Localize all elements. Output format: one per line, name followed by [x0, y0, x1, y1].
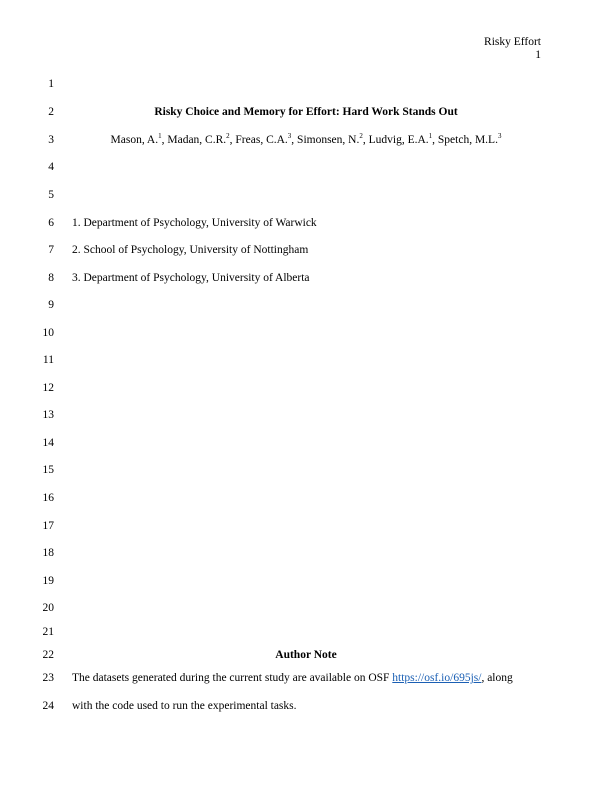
- manuscript-line: [0, 625, 612, 639]
- manuscript-line: [0, 436, 612, 450]
- author-separator: ,: [229, 134, 236, 146]
- manuscript-line: [0, 463, 612, 477]
- manuscript-line: [0, 671, 612, 685]
- line-number: 13: [42, 409, 54, 421]
- line-number: 2: [48, 106, 54, 118]
- line-number: 14: [42, 437, 54, 449]
- manuscript-line: [0, 326, 612, 340]
- manuscript-line: [0, 77, 612, 91]
- affiliation-marker: 1: [158, 132, 162, 141]
- line-number: 21: [42, 626, 54, 638]
- affiliation: 3. Department of Psychology, University of Alberta: [72, 272, 310, 284]
- line-number: 12: [42, 382, 54, 394]
- manuscript-line: [0, 216, 612, 230]
- line-number: 19: [42, 575, 54, 587]
- line-number: 6: [48, 217, 54, 229]
- manuscript-line: [0, 188, 612, 202]
- manuscript-line: [0, 160, 612, 174]
- author-name: Madan, C.R.: [167, 134, 227, 146]
- manuscript-line: [0, 353, 612, 367]
- affiliation-marker: 2: [359, 132, 363, 141]
- line-number: 4: [48, 161, 54, 173]
- author-separator: ,: [432, 134, 438, 146]
- affiliation-marker: 1: [428, 132, 433, 141]
- author-name: Spetch, M.L.: [437, 134, 498, 146]
- manuscript-line: [0, 546, 612, 560]
- manuscript-line: [0, 243, 612, 257]
- manuscript-line: [0, 133, 612, 147]
- line-number: 22: [42, 649, 54, 661]
- affiliation-marker: 3: [287, 132, 292, 141]
- manuscript-line: [0, 601, 612, 615]
- manuscript-line: [0, 699, 612, 713]
- line-number: 17: [42, 520, 54, 532]
- author-name: Ludvig, E.A.: [368, 134, 429, 146]
- line-number: 9: [48, 299, 54, 311]
- manuscript-line: [0, 298, 612, 312]
- manuscript-line: [0, 574, 612, 588]
- author-separator: ,: [161, 134, 168, 146]
- affiliation-marker: 3: [497, 132, 502, 141]
- line-number: 16: [42, 492, 54, 504]
- author-note-text: [72, 671, 540, 685]
- affiliation-marker: 2: [226, 132, 230, 141]
- manuscript-line: [0, 491, 612, 505]
- line-number: 24: [42, 700, 54, 712]
- manuscript-line: [0, 648, 612, 662]
- line-number: 18: [42, 547, 54, 559]
- line-number: 3: [48, 134, 54, 146]
- running-head: [484, 36, 541, 62]
- line-number: 7: [48, 244, 54, 256]
- line-number: 5: [48, 189, 54, 201]
- line-number: 1: [48, 78, 54, 90]
- manuscript-line: [0, 408, 612, 422]
- author-note-text-end: , along: [481, 672, 513, 684]
- affiliation: 1. Department of Psychology, University of Warwick: [72, 217, 317, 229]
- manuscript-line: [0, 381, 612, 395]
- line-number: 15: [42, 464, 54, 476]
- osf-link[interactable]: https://osf.io/695js/: [392, 672, 482, 684]
- line-number: 11: [42, 354, 54, 366]
- manuscript-line: [0, 271, 612, 285]
- author-separator: ,: [291, 134, 298, 146]
- line-number: 10: [42, 327, 54, 339]
- line-number: 8: [48, 272, 54, 284]
- line-number: 20: [42, 602, 54, 614]
- author-name: Simonsen, N.: [297, 134, 360, 146]
- page-number: 1: [535, 49, 541, 61]
- author-list: [72, 133, 540, 147]
- running-head-title: Risky Effort: [484, 36, 541, 48]
- manuscript-line: [0, 519, 612, 533]
- author-name: Mason, A.: [110, 134, 159, 146]
- manuscript-line: [0, 105, 612, 119]
- line-number: 23: [42, 672, 54, 684]
- author-separator: ,: [362, 134, 369, 146]
- paper-title: Risky Choice and Memory for Effort: Hard Work Stands Out: [154, 106, 458, 118]
- author-note-text-start: The datasets generated during the current study are available on OSF: [72, 672, 393, 684]
- affiliation: 2. School of Psychology, University of Nottingham: [72, 244, 309, 256]
- author-note-text-continued: with the code used to run the experimental tasks.: [72, 700, 297, 712]
- author-note-heading: Author Note: [275, 649, 337, 661]
- author-name: Freas, C.A.: [235, 134, 288, 146]
